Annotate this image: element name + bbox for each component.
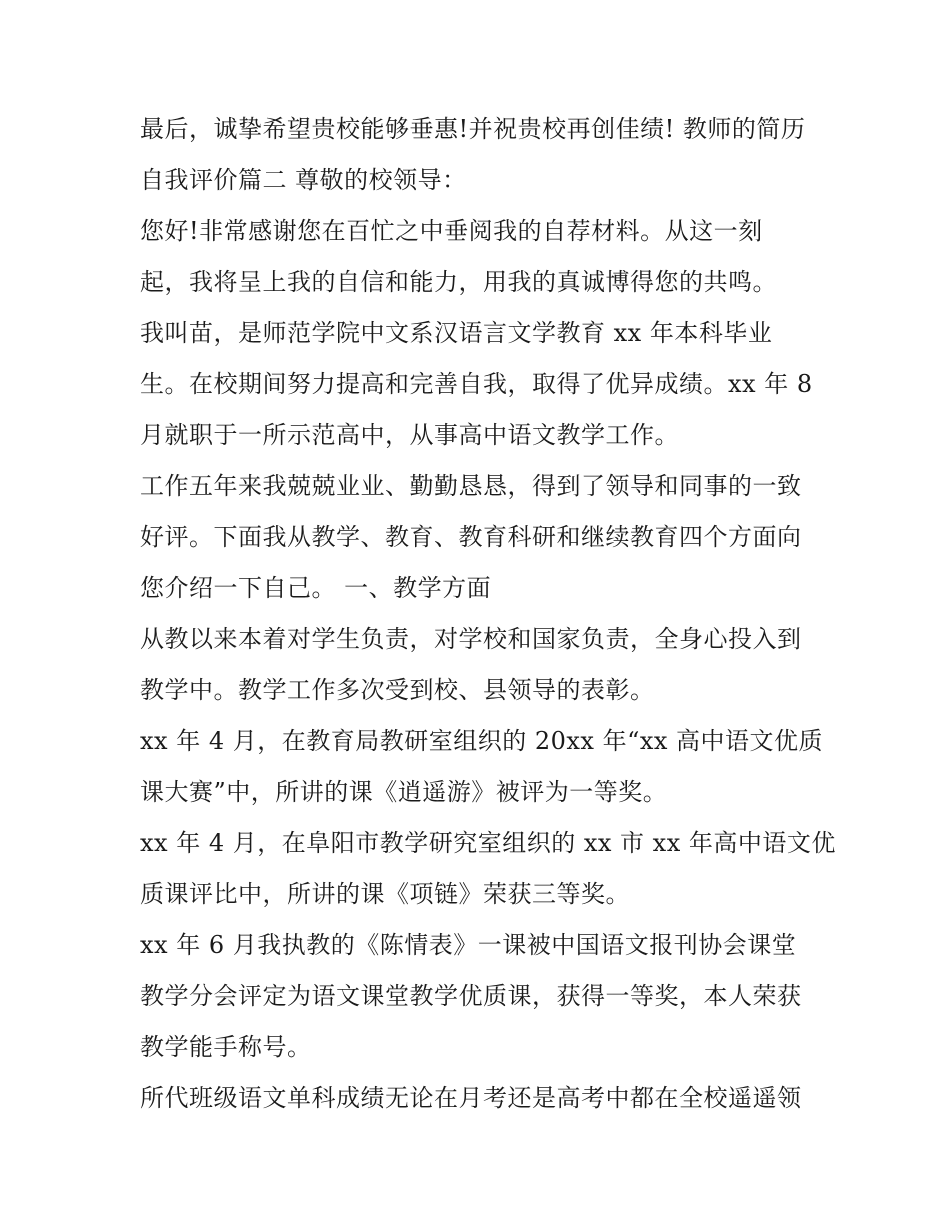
- text-line: 教学中。教学工作多次受到校、县领导的表彰。: [140, 676, 655, 704]
- text-line: 教学能手称号。: [140, 1033, 312, 1061]
- text-line: 所代班级语文单科成绩无论在月考还是高考中都在全校遥遥领: [140, 1084, 802, 1112]
- text-line: 月就职于一所示范高中，从事高中语文教学工作。: [140, 421, 679, 449]
- text-line: xx 年 4 月，在阜阳市教学研究室组织的 xx 市 xx 年高中语文优: [140, 829, 836, 857]
- text-line: 质课评比中，所讲的课《项链》荣获三等奖。: [140, 880, 630, 908]
- text-line: 我叫苗，是师范学院中文系汉语言文学教育 xx 年本科毕业: [140, 319, 773, 347]
- text-line: 从教以来本着对学生负责，对学校和国家负责，全身心投入到: [140, 625, 802, 653]
- text-line: 您好!非常感谢您在百忙之中垂阅我的自荐材料。从这一刻: [140, 217, 763, 245]
- text-line: xx 年 4 月，在教育局教研室组织的 20xx 年“xx 高中语文优质: [140, 727, 824, 755]
- text-line: 课大赛”中，所讲的课《逍遥游》被评为一等奖。: [140, 778, 668, 806]
- text-line: 好评。下面我从教学、教育、教育科研和继续教育四个方面向: [140, 523, 802, 551]
- text-line: 工作五年来我兢兢业业、勤勤恳恳，得到了领导和同事的一致: [140, 472, 802, 500]
- text-line: 起，我将呈上我的自信和能力，用我的真诚博得您的共鸣。: [140, 268, 777, 296]
- text-line: 生。在校期间努力提高和完善自我，取得了优异成绩。xx 年 8: [140, 370, 813, 398]
- text-line: 最后，诚挚希望贵校能够垂惠!并祝贵校再创佳绩! 教师的简历: [140, 115, 806, 143]
- text-line: 您介绍一下自己。 一、教学方面: [140, 574, 492, 602]
- text-line: 教学分会评定为语文课堂教学优质课，获得一等奖，本人荣获: [140, 982, 802, 1010]
- text-line: xx 年 6 月我执教的《陈情表》一课被中国语文报刊协会课堂: [140, 931, 797, 959]
- body-text: [140, 104, 836, 1124]
- text-line: 自我评价篇二 尊敬的校领导：: [140, 166, 467, 194]
